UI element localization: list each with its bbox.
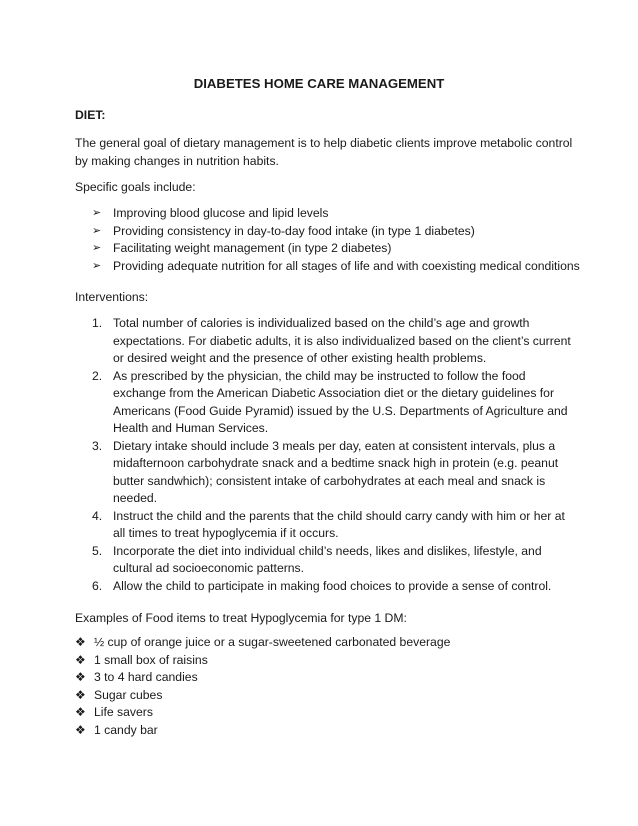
intervention-text: Allow the child to participate in making food choices to provide a sense of control. [113, 578, 552, 593]
list-item [75, 634, 450, 652]
diamond-bullet-icon: ❖ [75, 670, 86, 684]
section-heading-diet: DIET: [75, 108, 106, 122]
goal-text: Providing adequate nutrition for all stages of life and with coexisting medical conditions [113, 258, 580, 273]
intervention-text: Dietary intake should include 3 meals per day, eaten at consistent intervals, plus a midafternoon carbohydrate snack and a bedtime snack high in protein (e.g. peanut butter sandwhich); consistent intake of carbohydrates at each meal and snack is needed. [113, 438, 559, 505]
intervention-text: As prescribed by the physician, the child may be instructed to follow the food exchange from the American Diabetic Association diet or the dietary guidelines for Americans (Food Guide Pyramid) issued by the U.S. Departments of Agriculture and Health and Human Services. [113, 368, 568, 435]
arrow-bullet-icon: ➢ [92, 242, 102, 254]
list-item [75, 669, 450, 687]
goals-list [75, 205, 580, 275]
arrow-bullet-icon: ➢ [92, 259, 102, 272]
item-number: 3. [92, 438, 103, 453]
diamond-bullet-icon: ❖ [75, 722, 86, 737]
foods-list [75, 634, 450, 739]
goal-text: Providing consistency in day-to-day food intake (in type 1 diabetes) [113, 223, 475, 238]
specific-goals-label: Specific goals include: [75, 180, 196, 194]
examples-label: Examples of Food items to treat Hypoglycemia for type 1 DM: [75, 611, 407, 625]
item-number: 2. [92, 368, 103, 383]
intervention-text: Instruct the child and the parents that the child should carry candy with him or her at all times to treat hypoglycemia if it occurs. [113, 508, 565, 540]
list-item [75, 652, 450, 670]
list-item [75, 704, 450, 722]
item-number: 5. [92, 543, 103, 558]
diamond-bullet-icon: ❖ [75, 635, 86, 649]
goal-text: Improving blood glucose and lipid levels [113, 206, 329, 220]
item-number: 1. [92, 316, 103, 330]
food-text: 3 to 4 hard candies [94, 670, 198, 684]
diamond-bullet-icon: ❖ [75, 652, 86, 667]
list-item [75, 223, 580, 241]
item-number: 6. [92, 578, 103, 593]
food-text: ½ cup of orange juice or a sugar-sweetened carbonated beverage [94, 635, 451, 649]
food-text: Life savers [94, 705, 153, 719]
goal-text: Facilitating weight management (in type 2 diabetes) [113, 241, 392, 255]
interventions-list [75, 315, 575, 595]
intervention-text: Incorporate the diet into individual child’s needs, likes and dislikes, lifestyle, and cultural ad socioeconomic patterns. [113, 543, 542, 575]
item-number: 4. [92, 508, 103, 523]
arrow-bullet-icon: ➢ [92, 224, 102, 237]
food-text: 1 candy bar [94, 722, 158, 737]
list-item [75, 687, 450, 705]
list-item [75, 508, 575, 543]
arrow-bullet-icon: ➢ [92, 207, 102, 219]
intro-paragraph: The general goal of dietary management is to help diabetic clients improve metabolic control by making changes in nutrition habits. [75, 136, 573, 168]
list-item [75, 315, 575, 368]
list-item [75, 543, 575, 578]
food-text: Sugar cubes [94, 687, 163, 702]
list-item [75, 240, 580, 258]
list-item [75, 258, 580, 276]
interventions-label: Interventions: [75, 290, 149, 304]
intervention-text: Total number of calories is individualized based on the child’s age and growth expectations. For diabetic adults, it is also individualized based on the client’s current or desired weight and the presence of other existing health problems. [113, 316, 571, 365]
list-item [75, 205, 580, 223]
page-title: DIABETES HOME CARE MANAGEMENT [193, 76, 445, 91]
diamond-bullet-icon: ❖ [75, 687, 86, 702]
list-item [75, 578, 575, 596]
diamond-bullet-icon: ❖ [75, 705, 86, 719]
list-item [75, 722, 450, 740]
food-text: 1 small box of raisins [94, 652, 208, 667]
list-item [75, 368, 575, 438]
list-item [75, 438, 575, 508]
